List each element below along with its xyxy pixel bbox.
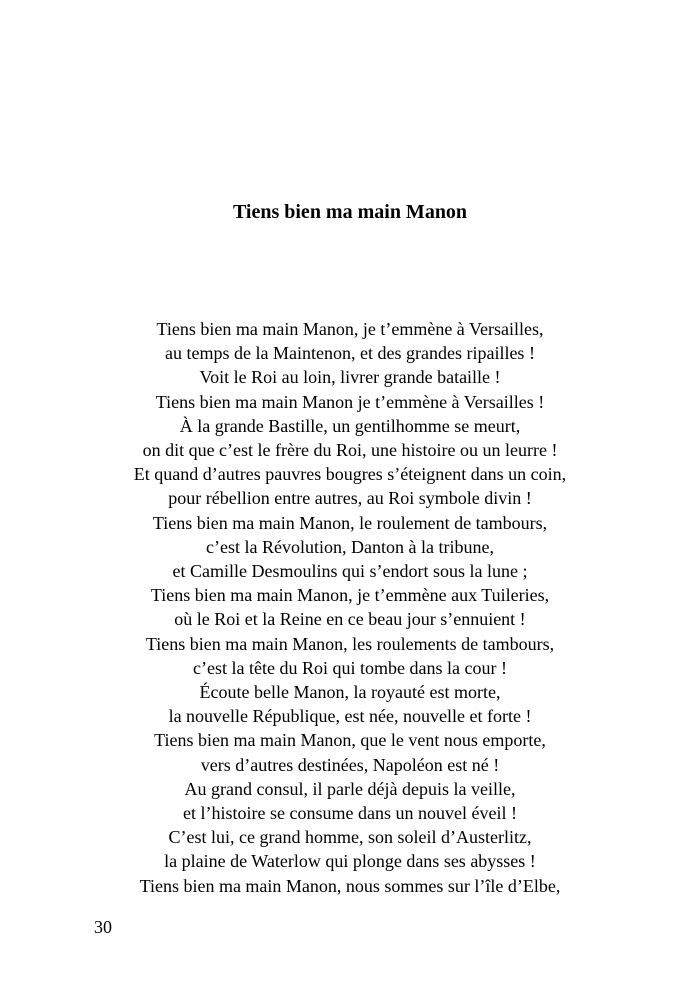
poem-title: Tiens bien ma main Manon: [232, 201, 468, 223]
poem-line: on dit que c’est le frère du Roi, une histoire ou un leurre !: [142, 440, 558, 461]
poem-line: Au grand consul, il parle déjà depuis la veille,: [184, 778, 516, 799]
poem-line: Voit le Roi au loin, livrer grande bataille !: [199, 367, 501, 388]
poem-line: Tiens bien ma main Manon, que le vent nous emporte,: [154, 730, 546, 751]
poem-line: Tiens bien ma main Manon, les roulements de tambours,: [145, 633, 555, 654]
poem-line: Tiens bien ma main Manon, nous sommes sur l’île d’Elbe,: [139, 875, 561, 896]
poem-line: vers d’autres destinées, Napoléon est né !: [200, 754, 500, 775]
poem-line: et l’histoire se consume dans un nouvel éveil !: [183, 803, 517, 824]
poem-line: Tiens bien ma main Manon je t’emmène à Versailles !: [155, 391, 545, 412]
poem-line: pour rébellion entre autres, au Roi symbole divin !: [168, 488, 532, 509]
poem-body: [0, 317, 700, 898]
page-number: 30: [94, 917, 112, 937]
poem-line: Écoute belle Manon, la royauté est morte,: [199, 682, 501, 703]
poem-line: Tiens bien ma main Manon, le roulement de tambours,: [152, 512, 548, 533]
poem-line: Tiens bien ma main Manon, je t’emmène aux Tuileries,: [150, 585, 550, 606]
poem-line: au temps de la Maintenon, et des grandes ripailles !: [165, 343, 535, 364]
poem-line: la nouvelle République, est née, nouvelle et forte !: [168, 706, 532, 727]
poem-line: c’est la Révolution, Danton à la tribune,: [206, 536, 494, 557]
poem-line: C’est lui, ce grand homme, son soleil d’Austerlitz,: [168, 827, 532, 848]
poem-line: la plaine de Waterlow qui plonge dans ses abysses !: [164, 851, 536, 872]
poem-line: Tiens bien ma main Manon, je t’emmène à Versailles,: [156, 319, 544, 339]
poem-line: où le Roi et la Reine en ce beau jour s’ennuient !: [174, 609, 526, 630]
poem-line: Et quand d’autres pauvres bougres s’éteignent dans un coin,: [133, 464, 567, 485]
poem-line: À la grande Bastille, un gentilhomme se meurt,: [179, 415, 521, 436]
poem-line: c’est la tête du Roi qui tombe dans la cour !: [193, 657, 507, 678]
poem-line: et Camille Desmoulins qui s’endort sous la lune ;: [172, 561, 528, 582]
